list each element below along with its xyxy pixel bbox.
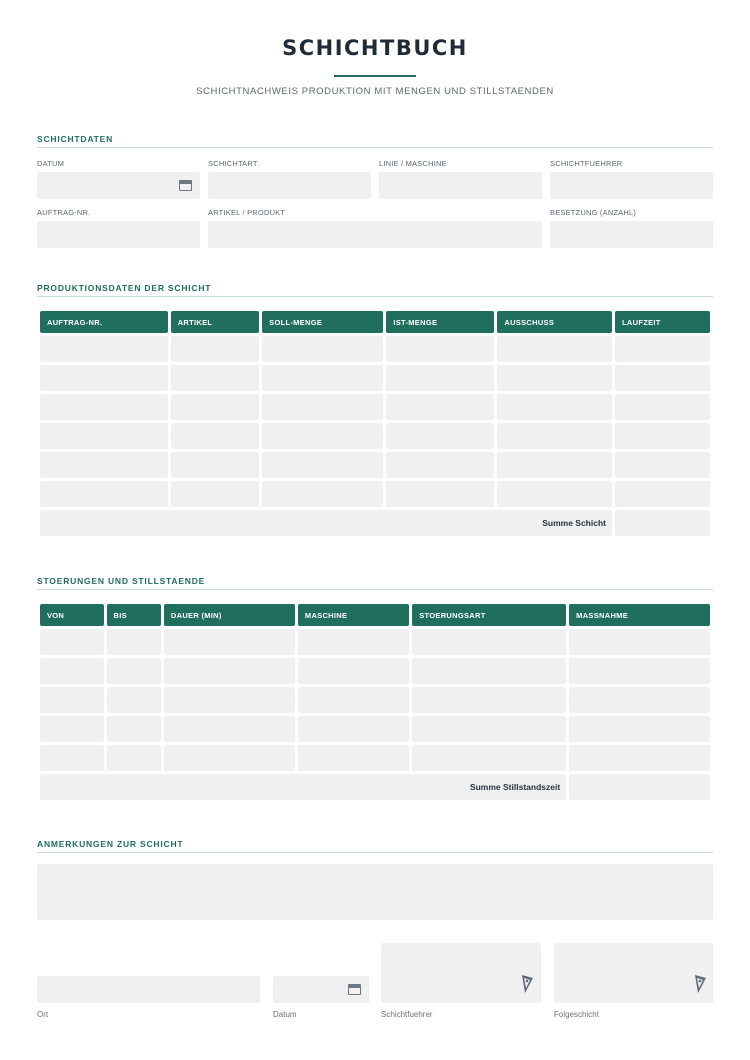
besetzung-field[interactable]	[550, 221, 713, 248]
artikel-produkt-label: ARTIKEL / PRODUKT	[208, 208, 286, 217]
section-divider	[37, 852, 713, 853]
table-cell[interactable]	[615, 423, 710, 449]
table-cell[interactable]	[615, 452, 710, 478]
section-title-shift-data: SCHICHTDATEN	[37, 134, 114, 144]
table-cell[interactable]	[40, 452, 168, 478]
table-cell[interactable]	[298, 745, 409, 771]
table-cell[interactable]	[40, 629, 104, 655]
table-header-row	[40, 311, 710, 333]
table-cell[interactable]	[412, 716, 566, 742]
table-cell[interactable]	[569, 687, 710, 713]
table-row	[40, 687, 710, 713]
table-cell[interactable]	[171, 336, 259, 362]
linie-maschine-label: LINIE / MASCHINE	[379, 159, 447, 168]
section-divider	[37, 296, 713, 297]
table-cell[interactable]	[107, 687, 161, 713]
table-cell[interactable]	[497, 394, 612, 420]
section-title-production: PRODUKTIONSDATEN DER SCHICHT	[37, 283, 212, 293]
table-cell[interactable]	[164, 687, 295, 713]
table-cell[interactable]	[298, 687, 409, 713]
signature-datum-field[interactable]	[273, 976, 369, 1003]
sum-row	[40, 774, 710, 800]
table-cell[interactable]	[40, 394, 168, 420]
table-cell[interactable]	[497, 365, 612, 391]
datum-field[interactable]	[37, 172, 200, 199]
ort-field[interactable]	[37, 976, 260, 1003]
table-cell[interactable]	[569, 745, 710, 771]
table-header-row	[40, 604, 710, 626]
table-cell[interactable]	[262, 452, 383, 478]
sum-downtime-value[interactable]	[569, 774, 710, 800]
section-title-downtime: STOERUNGEN UND STILLSTAENDE	[37, 576, 206, 586]
schichtfuehrer-field[interactable]	[550, 172, 713, 199]
pen-icon[interactable]	[519, 973, 535, 995]
column-header-stoerungsart: STOERUNGSART	[412, 604, 566, 626]
table-cell[interactable]	[171, 423, 259, 449]
column-header-dauer: DAUER (MIN)	[164, 604, 295, 626]
table-cell[interactable]	[171, 452, 259, 478]
table-cell[interactable]	[262, 365, 383, 391]
auftrag-field[interactable]	[37, 221, 200, 248]
table-cell[interactable]	[386, 481, 494, 507]
column-header-ist-menge: IST-MENGE	[386, 311, 494, 333]
notes-textarea[interactable]	[37, 864, 713, 920]
ort-label: Ort	[37, 1010, 49, 1019]
signature-datum-label: Datum	[273, 1010, 297, 1019]
table-cell[interactable]	[412, 745, 566, 771]
table-cell[interactable]	[164, 716, 295, 742]
table-row	[40, 716, 710, 742]
sum-shift-label: Summe Schicht	[40, 510, 612, 536]
auftrag-label: AUFTRAG-NR.	[37, 208, 91, 217]
table-cell[interactable]	[40, 423, 168, 449]
sum-shift-value[interactable]	[615, 510, 710, 536]
table-row	[40, 452, 710, 478]
table-cell[interactable]	[497, 481, 612, 507]
column-header-artikel: ARTIKEL	[171, 311, 259, 333]
sum-downtime-label: Summe Stillstandszeit	[40, 774, 566, 800]
production-table	[37, 308, 713, 539]
table-cell[interactable]	[615, 336, 710, 362]
column-header-auftrag: AUFTRAG-NR.	[40, 311, 168, 333]
schichtfuehrer-signature-field[interactable]	[381, 943, 541, 1003]
table-cell[interactable]	[497, 452, 612, 478]
table-cell[interactable]	[615, 394, 710, 420]
table-cell[interactable]	[164, 745, 295, 771]
table-cell[interactable]	[386, 423, 494, 449]
calendar-icon[interactable]	[348, 984, 361, 995]
table-row	[40, 365, 710, 391]
table-cell[interactable]	[386, 394, 494, 420]
table-cell[interactable]	[262, 423, 383, 449]
column-header-von: VON	[40, 604, 104, 626]
sum-row	[40, 510, 710, 536]
table-row	[40, 629, 710, 655]
table-row	[40, 745, 710, 771]
table-row	[40, 336, 710, 362]
table-cell[interactable]	[40, 336, 168, 362]
table-cell[interactable]	[386, 452, 494, 478]
table-cell[interactable]	[107, 716, 161, 742]
table-cell[interactable]	[569, 716, 710, 742]
table-cell[interactable]	[40, 716, 104, 742]
column-header-soll-menge: SOLL-MENGE	[262, 311, 383, 333]
section-divider	[37, 147, 713, 148]
table-cell[interactable]	[40, 481, 168, 507]
schichtfuehrer-label: SCHICHTFUEHRER	[550, 159, 623, 168]
table-cell[interactable]	[107, 629, 161, 655]
table-cell[interactable]	[412, 687, 566, 713]
column-header-massnahme: MASSNAHME	[569, 604, 710, 626]
column-header-ausschuss: AUSSCHUSS	[497, 311, 612, 333]
section-title-notes: ANMERKUNGEN ZUR SCHICHT	[37, 839, 184, 849]
table-cell[interactable]	[412, 629, 566, 655]
table-cell[interactable]	[262, 336, 383, 362]
schichtart-label: SCHICHTART	[208, 159, 258, 168]
table-cell[interactable]	[171, 365, 259, 391]
datum-label: DATUM	[37, 159, 65, 168]
table-cell[interactable]	[262, 481, 383, 507]
table-cell[interactable]	[386, 365, 494, 391]
table-cell[interactable]	[40, 365, 168, 391]
section-divider	[37, 589, 713, 590]
table-cell[interactable]	[298, 658, 409, 684]
table-row	[40, 423, 710, 449]
table-row	[40, 481, 710, 507]
column-header-maschine: MASCHINE	[298, 604, 409, 626]
table-cell[interactable]	[40, 687, 104, 713]
table-cell[interactable]	[298, 629, 409, 655]
table-row	[40, 658, 710, 684]
table-row	[40, 394, 710, 420]
table-cell[interactable]	[164, 658, 295, 684]
page-title: SCHICHTBUCH	[282, 36, 468, 60]
table-cell[interactable]	[164, 629, 295, 655]
table-cell[interactable]	[107, 745, 161, 771]
table-cell[interactable]	[171, 481, 259, 507]
table-cell[interactable]	[615, 365, 710, 391]
title-underline	[334, 75, 416, 77]
column-header-laufzeit: LAUFZEIT	[615, 311, 710, 333]
page-subtitle: SCHICHTNACHWEIS PRODUKTION MIT MENGEN UND STILLSTAENDEN	[196, 86, 554, 97]
table-cell[interactable]	[497, 336, 612, 362]
table-cell[interactable]	[569, 658, 710, 684]
pen-icon[interactable]	[692, 973, 708, 995]
linie-maschine-field[interactable]	[379, 172, 542, 199]
table-cell[interactable]	[40, 658, 104, 684]
besetzung-label: BESETZUNG (ANZAHL)	[550, 208, 637, 217]
table-cell[interactable]	[412, 658, 566, 684]
table-cell[interactable]	[615, 481, 710, 507]
table-cell[interactable]	[262, 394, 383, 420]
table-cell[interactable]	[107, 658, 161, 684]
table-cell[interactable]	[497, 423, 612, 449]
table-cell[interactable]	[171, 394, 259, 420]
schichtart-field[interactable]	[208, 172, 371, 199]
table-cell[interactable]	[386, 336, 494, 362]
artikel-produkt-field[interactable]	[208, 221, 542, 248]
column-header-bis: BIS	[107, 604, 161, 626]
calendar-icon[interactable]	[179, 180, 192, 191]
table-cell[interactable]	[569, 629, 710, 655]
schichtfuehrer-signature-label: Schichtfuehrer	[381, 1010, 433, 1019]
table-cell[interactable]	[298, 716, 409, 742]
table-cell[interactable]	[40, 745, 104, 771]
downtime-table	[37, 601, 713, 803]
folgeschicht-signature-label: Folgeschicht	[554, 1010, 599, 1019]
folgeschicht-signature-field[interactable]	[554, 943, 713, 1003]
